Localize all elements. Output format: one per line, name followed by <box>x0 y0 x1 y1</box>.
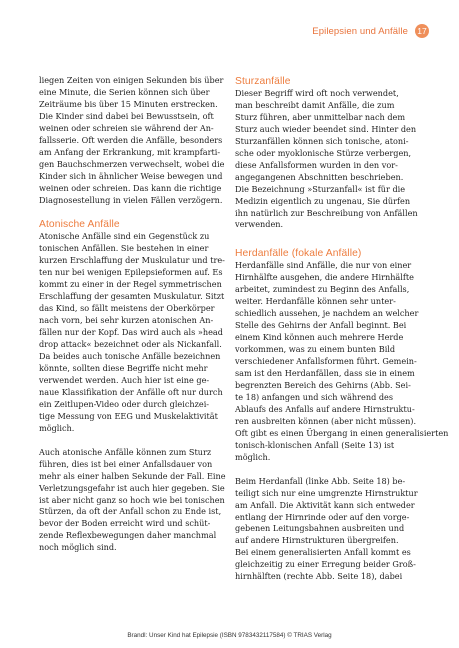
text-line: tonischen Anfällen. Sie bestehen in einer <box>39 243 209 254</box>
page-footer-citation: Brandl: Unser Kind hat Epilepsie (ISBN 9783432117584) © TRIAS Verlag <box>127 632 332 639</box>
text-line: angegangenen Abschnitten beschrieben. <box>235 171 404 182</box>
text-line: ten nur bei wenigen Epilepsieformen auf. Es <box>39 267 223 278</box>
text-line: führen, dies ist bei einer Anfallsdauer von <box>39 458 213 469</box>
text-line: drop attack« bezeichnet oder als Nickanfall. <box>39 339 222 350</box>
text-line: fällen nur der Kopf. Das wird auch als »head <box>39 327 223 338</box>
text-line: Atonische Anfälle sind ein Gegenstück zu <box>39 231 210 242</box>
text-line: noch möglich sind. <box>39 542 117 553</box>
paragraph <box>235 475 418 584</box>
text-line: gebenen Leitungsbahnen ausbreiten und <box>235 523 405 534</box>
text-line: ein Zeitlupen-Video oder durch gleichzei- <box>39 398 210 409</box>
text-line: fallsserie. Oft werden die Anfälle, besonders <box>39 134 223 145</box>
text-line: Oft gibt es einen Übergang in einen generalisierten <box>235 427 449 438</box>
right-column <box>235 75 449 583</box>
text-line: Herdanfälle sind Anfälle, die nur von einer <box>235 260 412 271</box>
text-line: begrenzten Bereich des Gehirns (Abb. Sei- <box>235 379 411 390</box>
text-line: schiedlich aussehen, je nachdem an welcher <box>235 308 419 319</box>
text-line: das Kind, so fällt meistens der Oberkörper <box>39 303 215 314</box>
text-line: vorkommen, was zu einem bunten Bild <box>235 344 396 355</box>
text-line: Die Kinder sind dabei bei Bewusstsein, oft <box>39 110 214 121</box>
text-line: kurzen Erschlaffung der Muskulatur und tre- <box>39 255 225 266</box>
text-line: Hirnhälfte ausgehen, die andere Hirnhälfte <box>235 272 414 283</box>
text-line: liegen Zeiten von einigen Sekunden bis über <box>39 75 224 85</box>
text-line: weinen oder schreien. Das kann die richtige <box>39 182 222 193</box>
text-line: diese Anfallsformen wurden in den vor- <box>235 159 398 170</box>
text-line: möglich. <box>39 422 75 433</box>
paragraph <box>235 88 418 231</box>
text-line: weiter. Herdanfälle können sehr unter- <box>235 296 396 307</box>
text-line: Medizin eigentlich zu ungenau, Sie dürfen <box>235 195 411 206</box>
text-line: Stürzen, da oft der Anfall schon zu Ende ist, <box>39 506 222 517</box>
text-line: ist aber nicht ganz so hoch wie bei tonischen <box>39 494 225 505</box>
text-line: man beschreibt damit Anfälle, die zum <box>235 99 395 110</box>
text-line: einem Kind können auch mehrere Herde <box>235 332 404 343</box>
text-line: Dieser Begriff wird oft noch verwendet, <box>235 88 399 98</box>
text-line: auf andere Hirnstrukturen übergreifen. <box>235 535 399 546</box>
text-line: eine Minute, die Serien können sich über <box>39 86 210 97</box>
page-header <box>312 24 429 38</box>
text-line: bevor der Boden erreicht wird und schüt- <box>39 518 211 529</box>
running-header-title: Epilepsien und Anfälle <box>312 25 408 37</box>
text-line: gleichzeitig zu einer Erregung beider Groß- <box>235 559 416 570</box>
text-line: Zeiträume bis über 15 Minuten erstrecken. <box>39 98 218 109</box>
text-line: sche oder myoklonische Stürze verbergen, <box>235 147 412 158</box>
text-line: mehr als einer halben Sekunde der Fall. Eine <box>39 470 226 481</box>
text-line: sam ist den Herdanfällen, dass sie in einem <box>235 368 415 379</box>
text-line: verschiedener Anfallsformen führt. Gemein- <box>235 356 417 367</box>
text-line: entlang der Hirnrinde oder auf den vorge- <box>235 511 410 522</box>
paragraph <box>39 231 225 434</box>
text-line: könnte, sollten diese Begriffe nicht mehr <box>39 362 208 373</box>
text-line: gen Bauchschmerzen verwechselt, wobei die <box>39 158 225 169</box>
text-line: Verletzungsgefahr ist auch hier gegeben. Sie <box>39 482 225 493</box>
text-line: Ablaufs des Anfalls auf andere Hirnstruktu- <box>235 403 415 414</box>
text-line: Erschlaffung der gesamten Muskulatur. Sitzt <box>39 291 225 302</box>
text-line: tige Messung von EEG und Muskelaktivität <box>39 410 218 421</box>
text-line: naue Klassifikation der Anfälle oft nur durch <box>39 386 223 397</box>
text-line: ren ausbreiten können (aber nicht müssen). <box>235 415 417 426</box>
text-line: verwenden. <box>235 219 284 230</box>
text-line: Sturz führen, aber unmittelbar nach dem <box>235 111 406 122</box>
text-line: tonisch-klonischen Anfall (Seite 13) ist <box>235 439 395 450</box>
text-line: hirnhälften (rechte Abb. Seite 18), dabei <box>235 571 403 582</box>
text-line: kommt zu einer in der Regel symmetrischen <box>39 279 222 290</box>
text-line: Sturz auch wieder beendet sind. Hinter den <box>235 123 417 134</box>
text-line: weinen oder schreien sie während der An- <box>39 122 214 133</box>
text-line: Sturzanfällen können sich tonische, atoni- <box>235 135 409 146</box>
text-line: Bei einem generalisierten Anfall kommt es <box>235 547 411 558</box>
text-line: Stelle des Gehirns der Anfall beginnt. Bei <box>235 320 407 331</box>
text-line: Diagnosestellung in vielen Fällen verzögern. <box>39 194 223 205</box>
text-line: arbeitet, zumindest zu Beginn des Anfalls, <box>235 284 410 295</box>
text-line: am Anfang der Erkrankung, mit krampfarti- <box>39 146 221 157</box>
paragraph <box>235 260 449 463</box>
section-heading-atonische-anfaelle: Atonische Anfälle <box>39 219 120 231</box>
text-line: Auch atonische Anfälle können zum Sturz <box>39 446 212 457</box>
text-line: am Anfall. Die Aktivität kann sich entweder <box>235 499 415 510</box>
text-line: nach vorn, bei sehr kurzen atonischen An- <box>39 315 214 326</box>
text-line: ihn natürlich zur Beschreibung von Anfällen <box>235 207 418 218</box>
left-column <box>39 75 226 554</box>
page-number-badge: 17 <box>415 24 429 38</box>
section-heading-sturzanfaelle: Sturzanfälle <box>235 76 291 87</box>
section-heading-herdanfaelle: Herdanfälle (fokale Anfälle) <box>235 248 362 260</box>
text-line: te 18) anfangen und sich während des <box>235 391 394 402</box>
paragraph <box>39 446 226 555</box>
text-line: teiligt sich nur eine umgrenzte Hirnstruktur <box>235 487 418 498</box>
paragraph <box>39 75 225 206</box>
text-line: möglich. <box>235 451 271 462</box>
text-line: Beim Herdanfall (linke Abb. Seite 18) be- <box>235 475 406 486</box>
text-line: Da beides auch tonische Anfälle bezeichnen <box>39 351 221 362</box>
text-line: zende Reflexbewegungen daher manchmal <box>39 530 217 541</box>
text-line: verwendet werden. Auch hier ist eine ge- <box>39 374 210 385</box>
text-line: Die Bezeichnung »Sturzanfall« ist für die <box>235 183 406 194</box>
text-line: Kinder sich in ähnlicher Weise bewegen und <box>39 170 223 181</box>
